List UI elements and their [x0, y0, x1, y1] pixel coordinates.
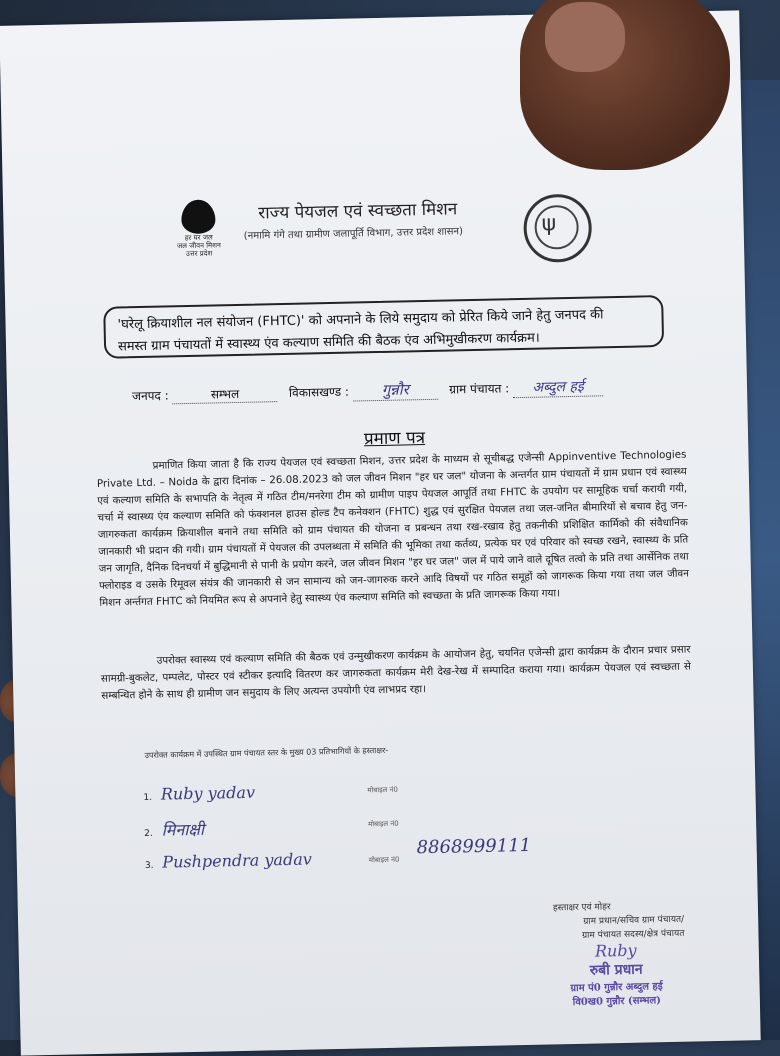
stamp-name: रुबी प्रधान [589, 961, 643, 979]
panchayat-value: अब्दुल हई [532, 378, 584, 396]
signatory-roles-line-2: ग्राम पंचायत सदस्य/क्षेत्र पंचायत [581, 928, 685, 941]
location-fields [132, 373, 692, 406]
signature-number: 2. [144, 828, 153, 840]
signatures-intro: उपरोक्त कार्यक्रम में उपस्थित ग्राम पंचायत स्तर के मुख्य 03 प्रतिभागियों के हस्ताक्षर- [144, 745, 389, 760]
signature-seal-heading: हस्ताक्षर एवं मोहर [552, 902, 611, 914]
up-government-emblem-icon: ψ [523, 194, 592, 263]
pradhan-stamp [531, 939, 702, 1009]
stamp-village: ग्राम पं0 गुन्नौर अब्दुल हई [570, 981, 663, 995]
certificate-paragraph-1: प्रमाणित किया जाता है कि राज्य पेयजल एवं स्वच्छता मिशन, उत्तर प्रदेश के माध्यम से सूचीबद्ध एजेन्सी Appinventive Technologies Private Ltd. – Noida के द्वारा दिनांक – 26.08.2023 को जल जीवन मिशन "हर घर जल" योजना के अन्तर्गत ग्राम पंचायतों में ग्राम प्रधान एवं स्वास्थ्य एवं कल्याण समिति के सभापति के नेतृत्व में गठित टीम/मनरेगा टीम को ग्रामीण पाइप पेयजल आपूर्ति तथा FHTC के उपयोग पर सामूहिक चर्चा करायी गयी, चर्चा में स्वास्थ्य एंव कल्याण समिति को फंक्शनल हाउस होल्ड टैप कनेक्शन (FHTC) शुद्ध एवं सुरक्षित पेयजल तथा जल-जनित बीमारियों से बचाव हेतु जन-जागरुकता कार्यक्रम क्रियाशील बनाने तथा समिति को ग्राम पंचायत की योजना व प्रबन्धन तथा रख-रखाव हेतु तकनीकी प्रशिक्षित कार्मिको की संवैधानिक जानकारी भी प्रदान की गयी। ग्राम पंचायतों में पेयजल की उपलब्धता में समिति की भूमिका तथा कर्तव्य, प्रत्येक घर एवं परिवार को स्वच्छ रखने, स्वास्थ्य के प्रति जन जागृति, दैनिक दिनचर्या में बुद्धिमानी से पानी के प्रयोग करने, जल जीवन मिशन "हर घर जल" जल में पाये जाने वाले दूषित तत्वो के प्रति तथा आर्सेनिक तथा फ्लोराइड व उसके रिमूवल संयंत्र की जानकारी से जन सामान्य को जन-जागरुक करने आदि विषयों पर गठित समूहों को जागरूक किया गया तथा जल जीवन मिशन अर्न्तगत FHTC को नियमित रूप से अपनाने हेतु स्वास्थ्य एंव कल्याण समिति को स्वच्छता के प्रति जागरूक किया गया। [96, 448, 690, 609]
water-drop-icon [181, 199, 216, 234]
mobile-label: मोबाइल नं0 [368, 819, 399, 829]
logo-text-3: उत्तर प्रदेश [185, 249, 213, 259]
mission-subtitle: (नमामि गंगे तथा ग्रामीण जलापूर्ति विभाग, उत्तर प्रदेश शासन) [243, 226, 464, 242]
signature-row-1 [143, 783, 255, 804]
stamp-block: वि0ख0 गुन्नौर (सम्भल) [572, 995, 662, 1009]
mobile-number: 8868999111 [416, 834, 532, 859]
signature-number: 1. [143, 792, 153, 804]
certificate-paragraph-2: उपरोक्त स्वास्थ्य एवं कल्याण समिति की बैठक एवं उन्मुखीकरण कार्यक्रम के आयोजन हेतु, चयनित एजेन्सी द्वारा कार्यक्रम के दौरान प्रचार प्रसार सामग्री-बुकलेट, पम्पलेट, पोस्टर एवं स्टीकर इत्यादि वितरण कर जागरुकता कार्यक्रम मेरी देख-रेख में सम्पादित कराया गया। कार्यक्रम पेयजल एवं स्वच्छता से सम्बन्धित होने के साथ ही ग्रामीण जन समुदाय के लिए अत्यन्त उपयोगी एंव लाभप्रद रहा। [100, 643, 691, 702]
mission-title: राज्य पेयजल एवं स्वच्छता मिशन [258, 199, 458, 224]
district-value: सम्भल [210, 386, 240, 402]
certificate-title: प्रमाण पत्र [363, 428, 426, 450]
signature-name: Ruby yadav [160, 782, 256, 804]
signature-name: Pushpendra yadav [162, 849, 312, 872]
signature-number: 3. [144, 860, 154, 871]
program-title-box [103, 295, 664, 359]
logo-text-2: जल जीवन मिशन [176, 241, 221, 251]
pradhan-signature: Ruby [594, 940, 637, 961]
block-label: विकासखण्ड : [288, 384, 350, 400]
logo-text-1: हर घर जल [184, 233, 213, 243]
mobile-label: मोबाइल नं0 [368, 855, 400, 865]
signature-row-3 [145, 850, 312, 872]
signature-name: मिनाक्षी [161, 819, 205, 840]
program-title-line-1: 'घरेलू क्रियाशील नल संयोजन (FHTC)' को अपनाने के लिये समुदाय को प्रेरित किये जाने हेतु जनपद की [117, 307, 604, 333]
panchayat-label: ग्राम पंचायत : [449, 381, 510, 397]
signature-row-2 [144, 818, 204, 841]
block-value: गुन्नौर [381, 380, 409, 399]
mobile-label: मोबाइल नं0 [367, 785, 399, 795]
district-label: जनपद : [131, 388, 169, 404]
program-title-line-2: समस्त ग्राम पंचायतों में स्वास्थ्य एंव कल्याण समिति की बैठक एंव अभिमुखीकरण कार्यक्रम। [117, 330, 540, 355]
thumb-nail [545, 2, 625, 72]
jal-jeevan-mission-logo [168, 199, 229, 258]
signatory-roles-line-1: ग्राम प्रधान/सचिव ग्राम पंचायत/ [583, 914, 685, 927]
